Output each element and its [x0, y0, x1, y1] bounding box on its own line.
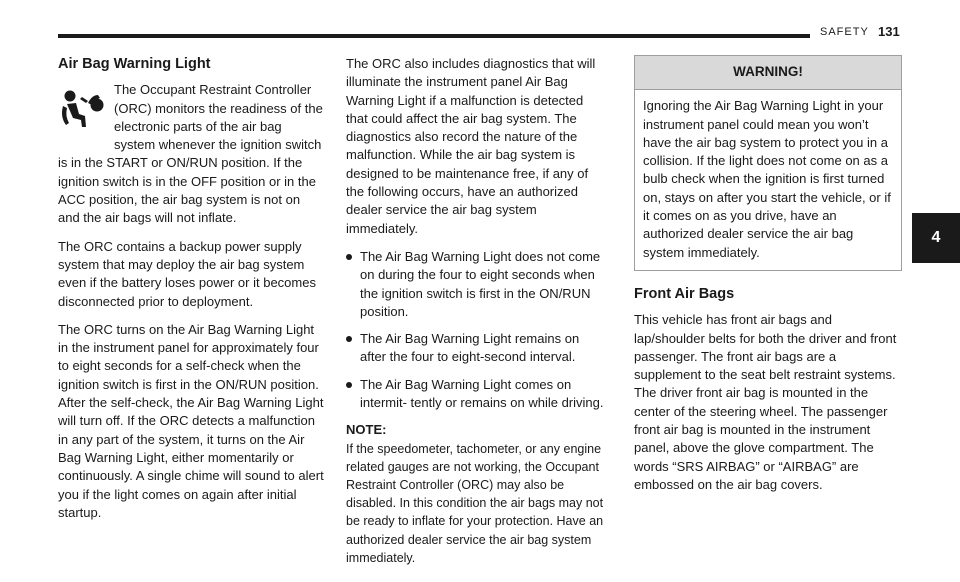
header-rule	[58, 34, 810, 38]
page-number: 131	[878, 24, 900, 39]
note-label: NOTE:	[346, 422, 387, 438]
orc-selfcheck-paragraph: The ORC turns on the Air Bag Warning Light in the instrument panel for approximately four to eight seconds for a self-check when the ignition switch is first in the ON/RUN position. After the self-check, the Air Bag Warning Light will turn off. If the ORC detects a malfunction in any part of the system, it turns on the Air Bag Warning Light, either momentarily or continuously. A single chime will sound to alert you if the light comes on again after initial startup.	[58, 321, 324, 520]
bullet-dot	[346, 336, 352, 342]
list-item: The Air Bag Warning Light does not come on during the four to eight seconds when the ignition switch is first in the ON/RUN position.	[346, 248, 606, 321]
warning-text: Ignoring the Air Bag Warning Light in your instrument panel could mean you won’t have the air bag system to protect you in a collision. If the light does not come on as a bulb check when the ignition is first turned on, stays on after you start the vehicle, or if it comes on as you drive, have an authorized dealer service the air bag system immediately.	[643, 98, 891, 260]
airbag-warning-icon	[58, 81, 108, 139]
front-air-bags-paragraph: This vehicle has front air bags and lap/shoulder belts for both the driver and front passenger. The front air bags are a supplement to the seat belt restraint systems. The driver front air bag is mounted in the center of the steering wheel. The passenger front air bag is mounted in the instrument panel, above the glove compartment. The words “SRS AIRBAG” or “AIRBAG” are embossed on the air bag covers.	[634, 312, 897, 492]
front-air-bags-heading: Front Air Bags	[634, 285, 735, 302]
note-text: If the speedometer, tachometer, or any engine related gauges are not working, the Occupant Restraint Controller (ORC) may also be disabled. In this condition the air bags may not be ready to inflate for your protection. Have an authorized dealer service the air bag system immediately.	[346, 441, 604, 565]
section-title: SAFETY	[820, 26, 869, 38]
list-item: The Air Bag Warning Light comes on intermit- tently or remains on while driving.	[346, 376, 606, 413]
bullet-dot	[346, 254, 352, 260]
malfunction-list	[346, 248, 606, 412]
list-item: The Air Bag Warning Light remains on after the four to eight-second interval.	[346, 330, 606, 367]
orc-intro-paragraph: The Occupant Restraint Controller (ORC) monitors the readiness of the electronic parts of the air bag system whenever the ignition switch is in the START or ON/RUN position. If the ignition switch is in the OFF position or in the ACC position, the air bag system is not on and the air bags will not inflate.	[58, 82, 323, 226]
orc-backup-paragraph: The ORC contains a backup power supply system that may deploy the air bag system even if the battery loses power or it becomes disconnected prior to deployment.	[58, 238, 316, 309]
bullet-dot	[346, 382, 352, 388]
column-right	[634, 55, 902, 504]
orc-diagnostics-paragraph: The ORC also includes diagnostics that will illuminate the instrument panel Air Bag Warning Light if a malfunction is detected that could affect the air bag system. The diagnostics also record the nature of the malfunction. While the air bag system is designed to be maintenance free, if any of the following occurs, have an authorized dealer service the air bag system immediately.	[346, 56, 596, 236]
warning-box	[634, 55, 902, 271]
column-middle	[346, 55, 606, 567]
warning-title: WARNING!	[635, 56, 901, 90]
air-bag-warning-light-heading: Air Bag Warning Light	[58, 56, 211, 72]
chapter-tab: 4	[912, 213, 960, 263]
column-left	[58, 55, 324, 532]
